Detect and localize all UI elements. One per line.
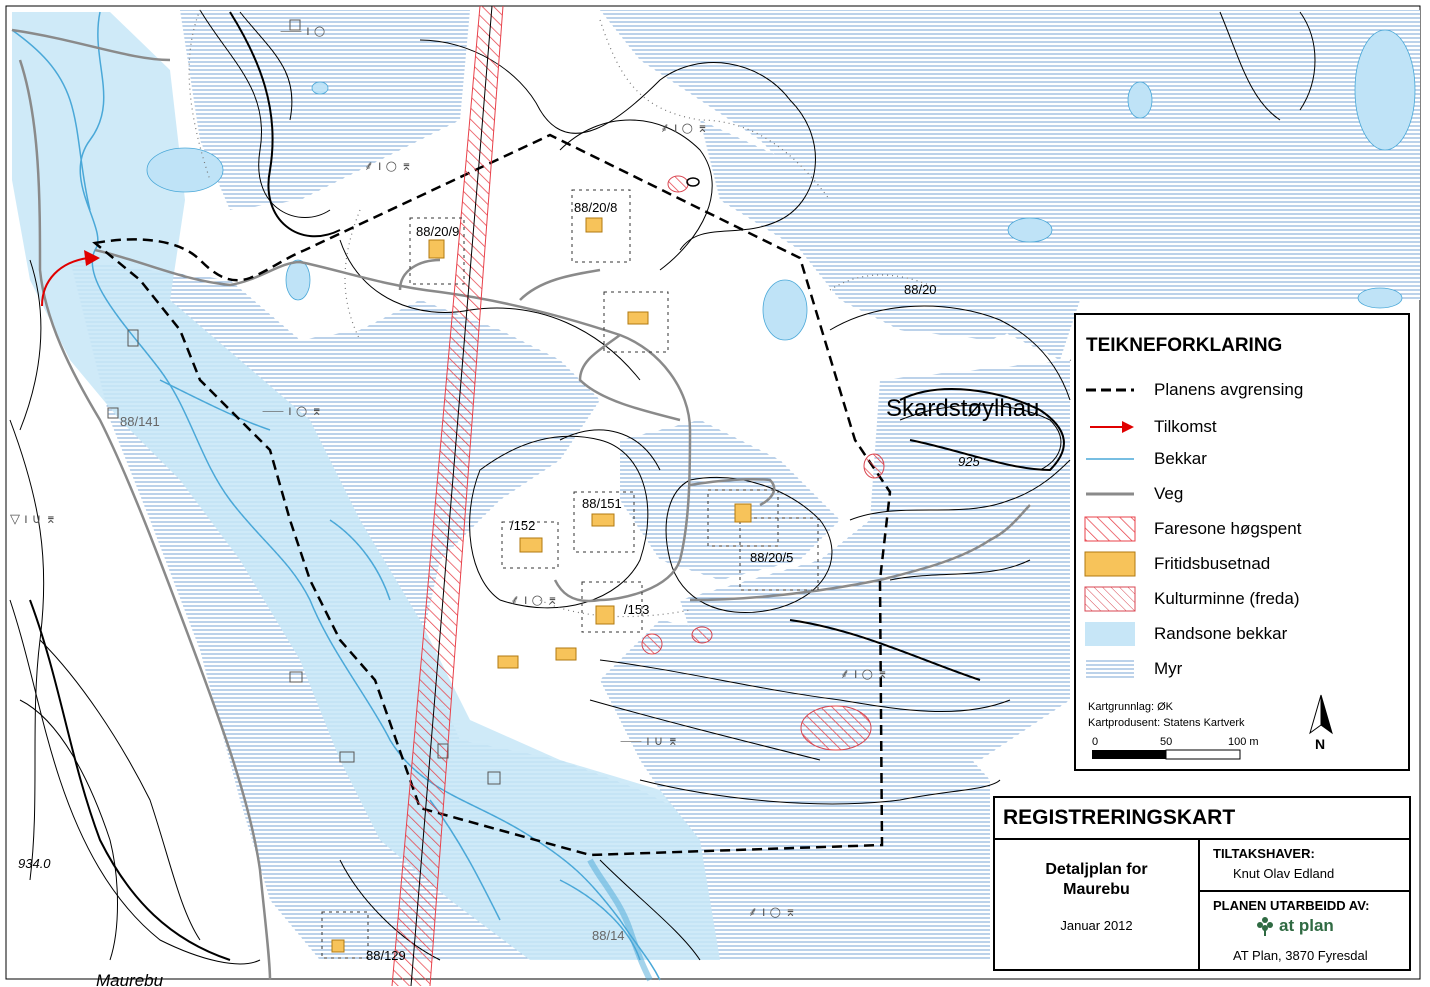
parcel-label: 88/20/5 — [750, 550, 794, 565]
hatched-red-ellipse-icon — [1084, 586, 1136, 612]
parcel-label: 88/20 — [904, 282, 937, 297]
parcel-label: 88/20/9 — [416, 224, 460, 239]
legend-item-access — [1084, 412, 1404, 442]
parcel-label: 88/151 — [582, 496, 622, 511]
legend-item-buffer — [1084, 619, 1404, 649]
legend-item-plan-boundary — [1084, 375, 1404, 405]
north-arrow-icon — [1306, 693, 1336, 753]
parcel-label: /152 — [510, 518, 536, 533]
legend-item-stream — [1084, 444, 1404, 474]
legend-label: Bekkar — [1154, 449, 1207, 468]
plan-info — [995, 840, 1200, 969]
svg-text:⸙ ı ○ ⌆: ⸙ ı ○ ⌆ — [840, 667, 888, 682]
bog-lines-icon — [1084, 656, 1136, 682]
north-label: N — [1315, 736, 1326, 752]
legend-label: Tilkomst — [1154, 417, 1217, 436]
legend-label: Veg — [1154, 484, 1184, 503]
legend-item-road — [1084, 479, 1404, 509]
svg-text:⸺ ı ∪ ⌆: ⸺ ı ∪ ⌆ — [620, 734, 679, 749]
svg-text:⸺ ı ○: ⸺ ı ○ — [280, 24, 326, 39]
legend-item-heritage — [1084, 584, 1404, 614]
stream-line-icon — [1084, 446, 1136, 472]
dashed-line-icon — [1084, 377, 1136, 403]
red-arrow-icon — [1084, 414, 1136, 440]
map-credits — [1088, 699, 1245, 731]
plan-name — [995, 860, 1198, 900]
legend-label: Kulturminne (freda) — [1154, 589, 1300, 608]
plan-name-line2: Maurebu — [1063, 881, 1130, 898]
base-map-credit: Kartgrunnlag: ØK — [1088, 701, 1173, 713]
svg-text:⸙ ı ○ ⌆: ⸙ ı ○ ⌆ — [748, 905, 796, 920]
logo-text: at plan — [1279, 916, 1334, 935]
legend-label: Planens avgrensing — [1154, 380, 1304, 399]
light-blue-box-icon — [1084, 621, 1136, 647]
parcel-label: 88/20/8 — [574, 200, 618, 215]
svg-text:▽ ı ∪ ⌆: ▽ ı ∪ ⌆ — [10, 512, 57, 527]
legend-label: Fritidsbusetnad — [1154, 554, 1271, 573]
prepared-by-address: AT Plan, 3870 Fyresdal — [1233, 948, 1368, 963]
legend — [1074, 313, 1410, 771]
legend-title: TEIKNEFORKLARING — [1086, 335, 1283, 356]
parcel-label: 88/141 — [120, 414, 160, 429]
owner-name: Knut Olav Edland — [1233, 866, 1335, 881]
orange-box-icon — [1084, 551, 1136, 577]
owner-heading: TILTAKSHAVER: — [1213, 846, 1315, 861]
elevation-label: 925 — [958, 454, 980, 469]
parcel-label: 88/129 — [366, 948, 406, 963]
legend-label: Randsone bekkar — [1154, 624, 1288, 643]
title-block — [993, 796, 1411, 971]
scale-tick-label: 50 — [1160, 736, 1173, 748]
title-divider — [1200, 890, 1409, 892]
svg-text:⸺ ı ○ ⌆: ⸺ ı ○ ⌆ — [262, 404, 323, 419]
tree-logo-icon — [1255, 916, 1275, 936]
legend-item-cabin — [1084, 549, 1404, 579]
scale-tick-label: 0 — [1092, 736, 1099, 748]
map-title: REGISTRERINGSKART — [995, 798, 1409, 840]
svg-text:⸙ ı ○ ⌆: ⸙ ı ○ ⌆ — [510, 593, 558, 608]
hatched-red-box-icon — [1084, 516, 1136, 542]
svg-text:⸙ ı ○ ⌆: ⸙ ı ○ ⌆ — [660, 121, 708, 136]
parcel-label: 88/14 — [592, 928, 625, 943]
scale-tick-label: 100 m — [1228, 736, 1259, 748]
area-name-label: Skardstøylhau — [886, 395, 1040, 422]
elevation-label: 934.0 — [18, 856, 51, 871]
legend-item-bog — [1084, 654, 1404, 684]
legend-label: Myr — [1154, 659, 1183, 678]
plan-date: Januar 2012 — [1060, 918, 1133, 933]
road-line-icon — [1084, 481, 1136, 507]
at-plan-logo — [1255, 916, 1334, 936]
scale-bar — [1092, 735, 1272, 765]
svg-text:⸙ ı ○ ⌆: ⸙ ı ○ ⌆ — [364, 159, 412, 174]
legend-label: Faresone høgspent — [1154, 519, 1302, 538]
place-name-label: Maurebu — [96, 971, 164, 987]
legend-item-hazard — [1084, 514, 1404, 544]
producer-credit: Kartprodusent: Statens Kartverk — [1088, 717, 1245, 729]
parcel-label: /153 — [624, 602, 650, 617]
prepared-by-heading: PLANEN UTARBEIDD AV: — [1213, 898, 1370, 913]
plan-name-line1: Detaljplan for — [1045, 861, 1148, 878]
